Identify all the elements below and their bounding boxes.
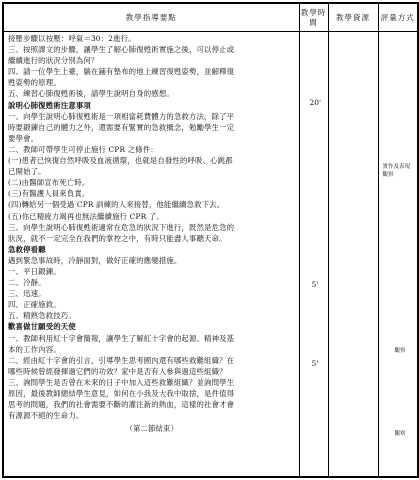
content-line: 繼續進行的狀況分別為何？: [8, 56, 99, 66]
header-resources: 教學資源: [328, 3, 378, 32]
content-row: [3, 32, 418, 478]
content-line: 四、正確施救。: [8, 300, 61, 310]
content-line: 四、請一位學生上臺，躺在鋪有墊布的地上練習復甦姿勢，並解釋復: [8, 67, 235, 77]
content-line: 三、迅速。: [8, 289, 46, 299]
content-line: 時要鍛鍊自己的體力之外，還需要有緊實的急救概念，勉勵學生一定: [8, 122, 235, 132]
evaluation-value: 觀察: [394, 348, 406, 354]
guide-content: [4, 32, 299, 434]
header-evaluation: 評量方式: [378, 3, 418, 32]
content-line: (四)轉給另一個受過 CPR 訓練的人來接替，他能繼續急救下去。: [8, 200, 225, 210]
content-line: 遇到緊急事故時，冷靜面對，做好正確的應變措施。: [8, 255, 182, 265]
content-line: 原因，最後教師總結學生意見，如何在小我及大我中取捨，是件值得: [8, 389, 235, 398]
lesson-plan-table: [2, 2, 419, 478]
content-line: 二、教師可帶學生可停止施行 CPR 之條件：: [8, 144, 158, 154]
evaluation-value: 實作及表現: [382, 164, 411, 170]
content-line: 有源源不絕的生命力。: [8, 411, 84, 421]
content-line: 二、經由紅十字會的引言，引導學生思考國內還有哪些救難組織？在: [8, 355, 235, 365]
content-line: 甦姿勢的原理。: [8, 78, 61, 88]
header-row: [3, 3, 418, 32]
content-line: (一)患者已恢復自然呼吸及血液循環，也就是自發性的呼吸、心跳都: [8, 156, 233, 166]
content-line: 本的工作內容。: [8, 344, 61, 354]
content-line: 思考的問題，我們的社會需要不斷的灌注新的熱血，這樣的社會才會: [8, 400, 235, 410]
section-heading: 說明心肺復甦術注意事項: [8, 100, 91, 110]
header-time: 教學時間: [299, 3, 328, 32]
time-column: [299, 32, 328, 478]
resources-column: [328, 32, 378, 478]
section-heading: 急救停看聽: [8, 244, 46, 254]
header-guide: 教學指導要點: [3, 3, 299, 32]
content-line: (三)有醫護人員來負責。: [8, 189, 90, 199]
content-line: 狀況，就不一定完全在我們的掌控之中，有時只能盡人事聽天命。: [8, 233, 227, 243]
section-heading: 歡喜做甘願受的天使: [8, 322, 76, 332]
content-line: 五、精熟急救技巧。: [8, 311, 76, 321]
time-value: 20': [309, 98, 322, 107]
content-line: 五、練習心肺復甦術後，請學生說明自身的感想。: [8, 89, 174, 99]
content-line: 三、按照課文的步驟，讓學生了解心肺復甦術實施之後，可以停止或: [8, 45, 235, 55]
content-line: 三、詢問學生是否曾在未來的日子中加入這些救難組織？並詢問學生: [8, 377, 235, 387]
evaluation-value: 觀察: [394, 431, 406, 437]
content-line: 一、平日鍛鍊。: [8, 266, 61, 276]
content-line: 哪些時候曾經發揮過它們的功效？家中是否有人參與過這些組織？: [8, 366, 227, 376]
time-value: 5': [311, 280, 319, 289]
content-line: (二)由醫師宣布死亡時。: [8, 178, 90, 188]
content-line: 已開始了。: [8, 167, 46, 177]
content-line: (五)你已精疲力竭再也無法繼續施行 CPR 了。: [8, 211, 164, 221]
guide-content-cell: [3, 32, 299, 478]
content-line: 要學會。: [8, 133, 39, 143]
evaluation-value: 觀察: [382, 172, 394, 178]
content-line: 二、冷靜。: [8, 278, 46, 288]
content-line: 接壓步驟以按壓：呼氣＝30：2進行。: [8, 34, 136, 43]
section-end-note: （第二節結束）: [125, 424, 179, 434]
time-value: 5': [311, 359, 319, 368]
evaluation-column: [378, 32, 418, 478]
content-line: 三、向學生說明心肺復甦術適常在危急的狀況下進行，既然是危急的: [8, 222, 235, 232]
content-line: 一、向學生說明心肺復甦術是一項相當耗費體力的急救方法，除了平: [8, 111, 235, 121]
content-line: 一、教師利用紅十字會簡報，讓學生了解紅十字會的起源、精神及基: [8, 333, 235, 343]
